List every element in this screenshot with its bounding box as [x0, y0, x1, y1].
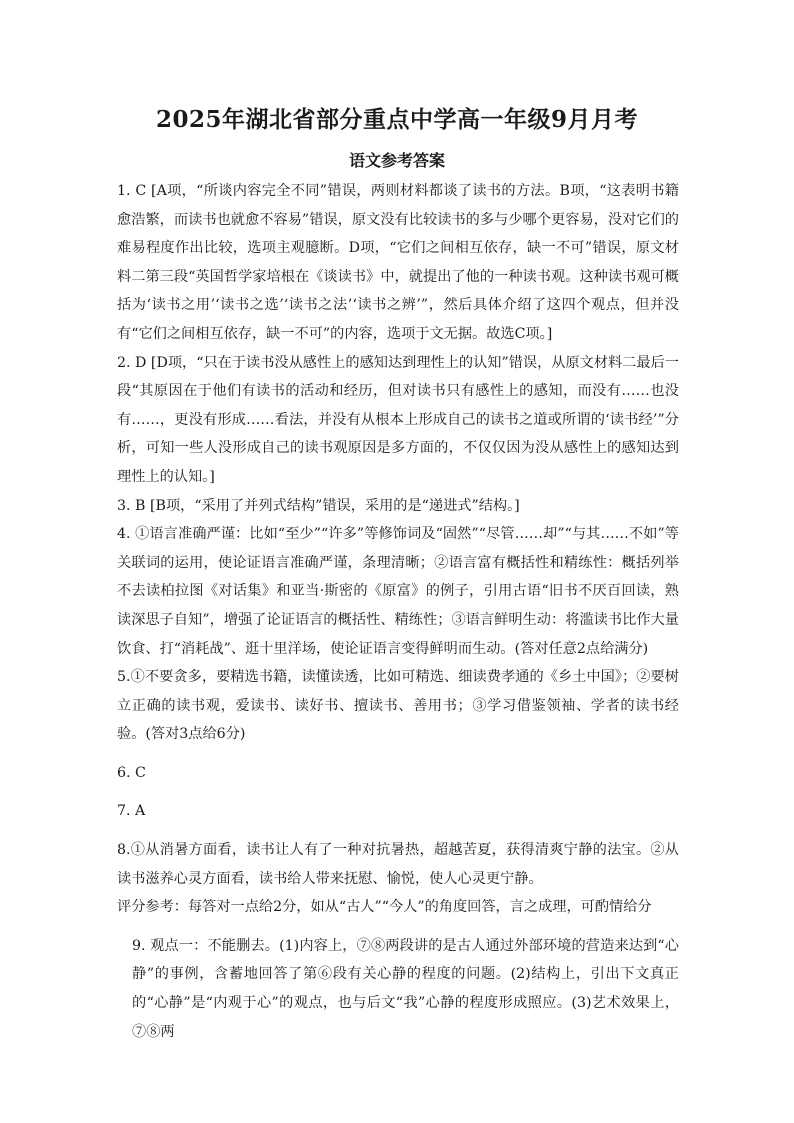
answer-8: 8.①从消暑方面看，读书让人有了一种对抗暑热，超越苦夏，获得清爽宁静的法宝。②从读书滋养心灵方面看，读书给人带来抚慰、愉悦，使人心灵更宁静。	[117, 842, 679, 887]
scoring-note: 评分参考：每答对一点给2分，如从“古人”“今人”的角度回答，言之成理，可酌情给分	[117, 899, 652, 916]
answer-5: 5.①不要贪多，要精选书籍，读懂读透，比如可精选、细读费孝通的《乡土中国》；②要树立正确的读书观，爱读书、读好书、擅读书、善用书；③学习借鉴领袖、学者的读书经验。(答对3点给6分)	[117, 669, 679, 743]
answer-1: 1. C [A项，“所谈内容完全不同”错误，两则材料都谈了读书的方法。B项，“这表明书籍愈浩繁，而读书也就愈不容易”错误，原文没有比较读书的多与少哪个更容易，没对它们的难易程度作出比较，选项主观臆断。D项，“它们之间相互依存，缺一不可”错误，原文材料二第三段“英国哲学家培根在《谈读书》中，就提出了他的一种读书观。这种读书观可概括为‘读书之用’‘读书之选’‘读书之法’‘读书之辨’”，然后具体介绍了这四个观点，但并没有“它们之间相互依存，缺一不可”的内容，选项于文无据。故选C项。]	[117, 183, 679, 342]
page-subtitle: 语文参考答案	[348, 151, 445, 170]
answer-list	[117, 177, 679, 1046]
answer-7: 7. A	[117, 803, 146, 820]
answer-3: 3. B [B项，“采用了并列式结构”错误，采用的是“递进式”结构。]	[117, 497, 520, 514]
answer-4: 4. ①语言准确严谨：比如“至少”“许多”等修饰词及“固然”“尽管……却”“与其……不如”等关联词的运用，使论证语言准确严谨，条理清晰；②语言富有概括性和精练性：概括列举不去读柏拉图《对话集》和亚当·斯密的《原富》的例子，引用古语“旧书不厌百回读，熟读深思子自知”，增强了论证语言的概括性、精练性；③语言鲜明生动：将滥读书比作大量饮食、打“消耗战”、逛十里洋场，使论证语言变得鲜明而生动。(答对任意2点给满分)	[117, 526, 679, 657]
answer-9: 9. 观点一：不能删去。(1)内容上，⑦⑧两段讲的是古人通过外部环境的营造来达到“心静”的事例，含蓄地回答了第⑥段有关心静的程度的问题。(2)结构上，引出下文真正的“心静”是“内观于心”的观点，也与后文“我”心静的程度形成照应。(3)艺术效果上，⑦⑧两	[132, 937, 679, 1040]
answer-2: 2. D [D项，“只在于读书没从感性上的感知达到理性上的认知”错误，从原文材料二最后一段“其原因在于他们有读书的活动和经历，但对读书只有感性上的感知，而没有……也没有……，更没有形成……看法，并没有从根本上形成自己的读书之道或所谓的‘读书经’”分析，可知一些人没形成自己的读书观原因是多方面的，不仅仅因为没从感性上的感知达到理性上的认知。]	[117, 354, 679, 485]
page-title: 2025年湖北省部分重点中学高一年级9月月考	[155, 106, 639, 133]
answer-6: 6. C	[117, 764, 146, 781]
